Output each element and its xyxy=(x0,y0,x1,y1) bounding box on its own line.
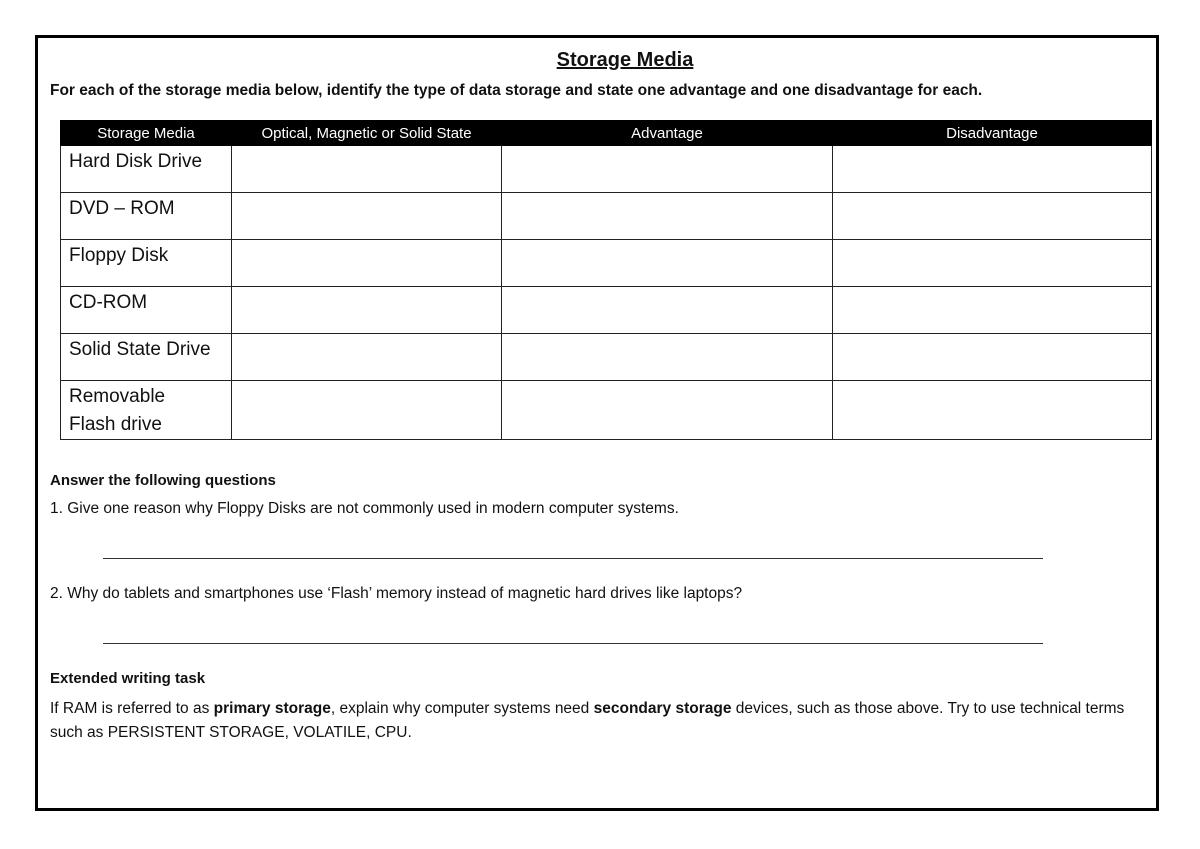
media-cell: Solid State Drive xyxy=(61,334,232,381)
term-primary-storage: primary storage xyxy=(213,700,331,717)
extended-text-part: If RAM is referred to as xyxy=(50,700,214,717)
table-row xyxy=(61,193,1152,240)
advantage-answer-cell[interactable] xyxy=(502,381,833,440)
type-answer-cell[interactable] xyxy=(232,193,502,240)
table-row xyxy=(61,381,1152,440)
disadvantage-answer-cell[interactable] xyxy=(833,193,1152,240)
advantage-answer-cell[interactable] xyxy=(502,240,833,287)
type-answer-cell[interactable] xyxy=(232,381,502,440)
storage-media-table xyxy=(60,120,1152,440)
table-row xyxy=(61,287,1152,334)
advantage-answer-cell[interactable] xyxy=(502,334,833,381)
type-answer-cell[interactable] xyxy=(232,240,502,287)
media-cell: DVD – ROM xyxy=(61,193,232,240)
disadvantage-answer-cell[interactable] xyxy=(833,287,1152,334)
type-answer-cell[interactable] xyxy=(232,287,502,334)
table-row xyxy=(61,240,1152,287)
extended-heading: Extended writing task xyxy=(50,670,206,687)
instructions: For each of the storage media below, identify the type of data storage and state one advantage and one disadvantage for each. xyxy=(50,82,983,99)
table-row xyxy=(61,334,1152,381)
disadvantage-answer-cell[interactable] xyxy=(833,240,1152,287)
type-answer-cell[interactable] xyxy=(232,146,502,193)
table-header-row xyxy=(61,121,1152,146)
media-cell: CD-ROM xyxy=(61,287,232,334)
media-cell xyxy=(61,381,232,440)
extended-text-part: devices, such as those above. Try to use technical terms such as PERSISTENT STORAGE, VOLATILE, CPU. xyxy=(50,700,1125,741)
extended-text-part: , explain why computer systems need xyxy=(330,700,594,717)
media-cell: Floppy Disk xyxy=(61,240,232,287)
answer-line-2[interactable] xyxy=(103,643,1043,644)
term-secondary-storage: secondary storage xyxy=(593,700,732,717)
header-disadvantage: Disadvantage xyxy=(833,121,1152,146)
type-answer-cell[interactable] xyxy=(232,334,502,381)
header-advantage: Advantage xyxy=(502,121,833,146)
answer-line-1[interactable] xyxy=(103,558,1043,559)
advantage-answer-cell[interactable] xyxy=(502,146,833,193)
questions-heading: Answer the following questions xyxy=(50,472,276,489)
disadvantage-answer-cell[interactable] xyxy=(833,334,1152,381)
media-line: Removable xyxy=(69,386,166,407)
advantage-answer-cell[interactable] xyxy=(502,287,833,334)
disadvantage-answer-cell[interactable] xyxy=(833,146,1152,193)
extended-task-text xyxy=(50,697,1145,745)
table-row xyxy=(61,146,1152,193)
header-type: Optical, Magnetic or Solid State xyxy=(232,121,502,146)
media-cell: Hard Disk Drive xyxy=(61,146,232,193)
advantage-answer-cell[interactable] xyxy=(502,193,833,240)
media-line: Flash drive xyxy=(69,414,162,435)
question-2: 2. Why do tablets and smartphones use ‘Flash’ memory instead of magnetic hard drives like laptops? xyxy=(50,585,743,602)
question-1: 1. Give one reason why Floppy Disks are not commonly used in modern computer systems. xyxy=(50,500,679,517)
disadvantage-answer-cell[interactable] xyxy=(833,381,1152,440)
worksheet-title: Storage Media xyxy=(556,49,694,71)
header-storage-media: Storage Media xyxy=(61,121,232,146)
